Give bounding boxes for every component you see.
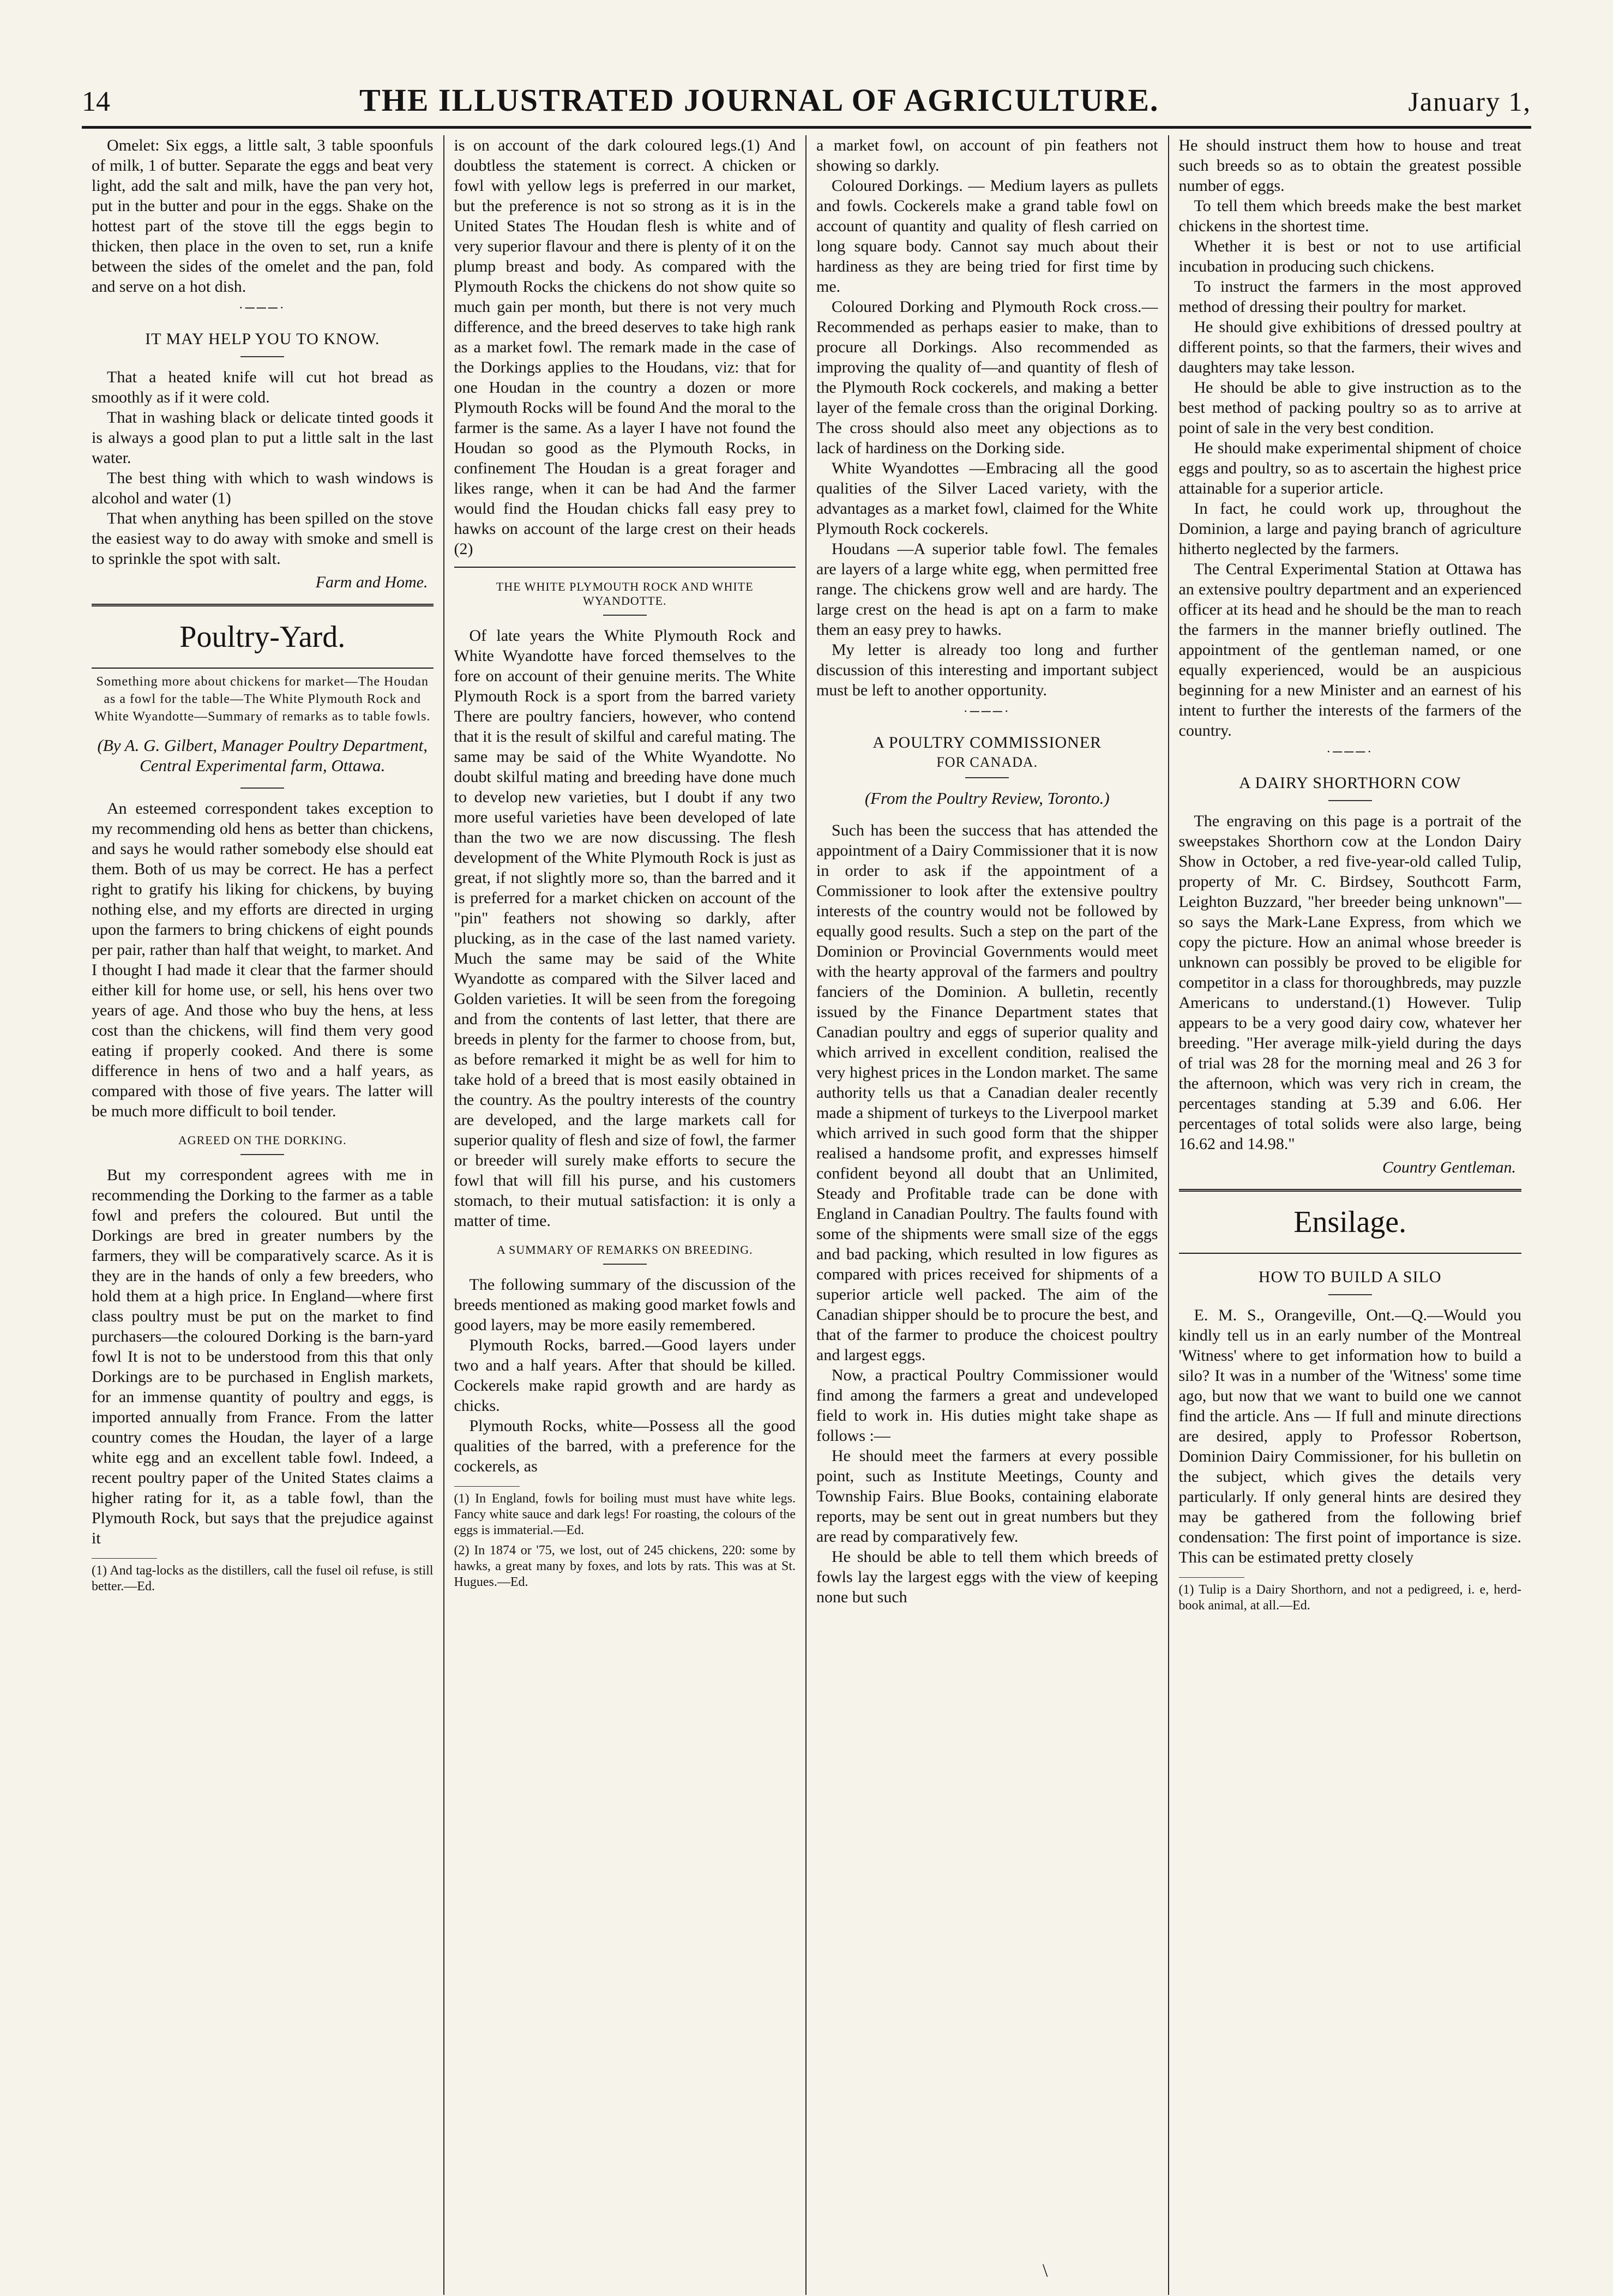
body-paragraph: He should give exhibitions of dressed poultry at different points, so that the farmers, their wives and daughters may take lesson. <box>1178 318 1521 376</box>
body-paragraph: Coloured Dorkings. — Medium layers as pullets and fowls. Cockerels make a grand table fowl on account of quantity and quality of flesh carried on long square body. Cannot say much about their hardiness as they are being tried for first time by me. <box>816 177 1158 296</box>
single-rule <box>92 668 434 669</box>
page-header <box>82 82 1531 129</box>
body-paragraph: He should be able to give instruction as to the best method of packing poultry so as to arrive at point of sale in the very best condition. <box>1178 378 1521 437</box>
footnote-rule <box>1179 1577 1244 1578</box>
column-2 <box>444 135 807 2295</box>
column-3 <box>806 135 1169 2295</box>
footnote: (1) In England, fowls for boiling must must have white legs. Fancy white sauce and dark legs! For roasting, the colours of the eggs is immaterial.—Ed. <box>454 1492 796 1537</box>
body-paragraph: The Central Experimental Station at Ottawa has an extensive poultry department and an experienced officer at its head and he should be the man to reach the farmers in the manner briefly outlined. The appointment of the gentleman named, or one equally experienced, would be an auspicious beginning for a new Minister and an earnest of his intent to further the interests of the farmers of the country. <box>1178 560 1521 740</box>
short-rule <box>1328 800 1372 801</box>
issue-date: January 1, <box>1408 86 1531 117</box>
body-paragraph: Houdans —A superior table fowl. The females are layers of a large white egg, when permitted free range. The chickens grow well and are hardy. The large crest on the head is apt on a farm to make them an easy prey to hawks. <box>816 540 1158 639</box>
body-paragraph: An esteemed correspondent takes exception to my recommending old hens as better than chickens, and says he would rather somebody else should eat them. Both of us may be correct. He has a perfect right to gratify his liking for chickens, by buying nothing else, and my efforts are directed in urging upon the farmers to bring chickens of eight pounds per pair, rather than half that weight, to market. And I thought I had made it clear that the farmer should either kill for home use, or sell, his hens over two years of age. And those who buy the hens, at less cost than the chickens, will find them very good eating if properly cooked. And there is some difference in hens of two and a half years, as compared with those of five years. The latter will be much more difficult to boil tender. <box>92 800 434 1120</box>
body-paragraph: The following summary of the discussion of the breeds mentioned as making good market fowls and good layers, may be more easily remembered. <box>454 1276 796 1334</box>
footnote: (1) And tag-locks as the distillers, call the fusel oil refuse, is still better.—Ed. <box>92 1564 434 1594</box>
double-rule <box>92 604 434 610</box>
page-number: 14 <box>82 86 110 117</box>
dairy-heading: A DAIRY SHORTHORN COW <box>1239 774 1461 792</box>
journal-title: THE ILLUSTRATED JOURNAL OF AGRICULTURE. <box>359 82 1159 118</box>
short-rule <box>603 1264 647 1265</box>
ornament-divider: ·───· <box>963 705 1011 719</box>
bottom-mark: \ <box>1043 2261 1048 2281</box>
footnote: (1) Tulip is a Dairy Shorthorn, and not a pedigreed, i. e, herd-book animal, at all.—Ed. <box>1178 1583 1521 1613</box>
body-paragraph: But my correspondent agrees with me in recommending the Dorking to the farmer as a table fowl and prefers the coloured. But until the Dorkings are bred in greater numbers by the farmers, they will be comparatively scarce. As it is they are in the hands of only a few breeders, who hold them at a high price. In England—where first class poultry must be put on the market to find purchasers—the coloured Dorking is the barn-yard fowl It is not to be understood from this that only Dorkings are to be purchased in English markets, for an immense quantity of poultry and eggs, is imported annually from France. From the latter country comes the Houdan, the layer of a large white egg and an excellent table fowl. Indeed, a recent poultry paper of the United States claims a higher rating for it, as a table fowl, than the Plymouth Rock, but says that the prejudice against it <box>92 1166 434 1547</box>
short-rule <box>240 356 284 357</box>
body-paragraph: He should instruct them how to house and treat such breeds so as to obtain the greatest possible number of eggs. <box>1178 136 1521 195</box>
dairy-signature: Country Gentleman. <box>1382 1158 1516 1176</box>
single-rule <box>454 567 796 568</box>
short-rule <box>603 615 647 616</box>
single-rule <box>1179 1253 1522 1254</box>
footnote: (2) In 1874 or '75, we lost, out of 245 chickens, 220: some by hawks, a great many by foxes, and lots by rats. This was at St. Hugues.—Ed. <box>454 1543 796 1589</box>
column-4 <box>1169 135 1532 2295</box>
body-paragraph: He should be able to tell them which breeds of fowls lay the largest eggs with the view of keeping none but such <box>816 1548 1158 1606</box>
poultry-subheading: Something more about chickens for market—The Houdan as a fowl for the table—The White Plymouth Rock and White Wyandotte—Summary of remarks as to table fowls. <box>94 675 431 724</box>
body-paragraph: Plymouth Rocks, white—Possess all the good qualities of the barred, with a preference for the cockerels, as <box>454 1417 796 1475</box>
summary-heading: A SUMMARY OF REMARKS ON BREEDING. <box>496 1243 753 1257</box>
column-1 <box>82 135 444 2295</box>
body-paragraph: White Wyandottes —Embracing all the good qualities of the Silver Laced variety, with the advantages as a market fowl, claimed for the White Plymouth Rock cockerels. <box>816 459 1158 538</box>
body-paragraph: Such has been the success that has attended the appointment of a Dairy Commissioner that it is now in order to ask if the appointment of a Commissioner to look after the extensive poultry interests of the country would not be followed by equally good results. Such a step on the part of the Dominion or Provincial Governments would meet with the hearty approval of the farmers and poultry fanciers of the Dominion. A bulletin, recently issued by the Finance Department states that Canadian poultry and eggs of superior quality and which arrived in excellent condition, realised the very highest prices in the London market. The same authority tells us that a Canadian dealer recently made a shipment of turkeys to the Liverpool market which arrived in such good form that the shipper realised a handsome profit, and expresses himself confident beyond all doubt that an Unlimited, Steady and Profitable trade can be done with England in Canadian Poultry. The faults found with some of the shipments were small size of the eggs and bad packing, which resulted in low figures as compared with prices received for shipments of a superior article well packed. The aim of the Canadian shipper should be to procure the best, and that of the farmer to produce the choicest poultry and largest eggs. <box>816 821 1158 1364</box>
omelet-recipe: Omelet: Six eggs, a little salt, 3 table spoonfuls of milk, 1 of butter. Separate the eggs and beat very light, add the salt and milk, have the pan very hot, put in the butter and pour in the eggs. Shake on the hottest part of the stove till the eggs begin to thicken, then place in the oven to set, run a knife between the sides of the omelet and the pan, fold and serve on a hot dish. <box>92 136 434 296</box>
footnote-rule <box>454 1486 520 1487</box>
body-paragraph: Plymouth Rocks, barred.—Good layers under two and a half years. After that should be killed. Cockerels make rapid growth and are hardy as chicks. <box>454 1336 796 1415</box>
help-heading: IT MAY HELP YOU TO KNOW. <box>145 330 380 348</box>
plymouth-wyandotte-heading: THE WHITE PLYMOUTH ROCK AND WHITE WYANDOTTE. <box>496 580 754 608</box>
body-paragraph: Coloured Dorking and Plymouth Rock cross.—Recommended as perhaps easier to make, than to procure all Dorkings. Also recommended as improving the quality of—and quantity of flesh of the Plymouth Rock cockerels, and making a better layer of the female cross than the original Dorking. The cross should also meet any objections as to lack of hardiness on the Dorking side. <box>816 298 1158 457</box>
short-rule <box>1328 1294 1372 1295</box>
body-paragraph: Now, a practical Poultry Commissioner would find among the farmers a great and undeveloped field to work in. His duties might take shape as follows :— <box>816 1366 1158 1445</box>
dorking-heading: AGREED ON THE DORKING. <box>178 1133 347 1147</box>
help-paragraph: That in washing black or delicate tinted goods it is always a good plan to put a little salt in the last water. <box>92 408 434 467</box>
footnote-rule <box>92 1558 157 1559</box>
body-paragraph: To instruct the farmers in the most approved method of dressing their poultry for market. <box>1178 278 1521 316</box>
ornament-divider: ·───· <box>1326 745 1374 759</box>
commissioner-subheading: FOR CANADA. <box>936 754 1038 770</box>
help-paragraph: That when anything has been spilled on the stove the easiest way to do away with smoke and smell is to sprinkle the spot with salt. <box>92 509 434 568</box>
ornament-divider: ·───· <box>238 301 286 315</box>
short-rule <box>240 788 284 789</box>
section-title-ensilage: Ensilage. <box>1293 1205 1407 1239</box>
body-paragraph: is on account of the dark coloured legs.(1) And doubtless the statement is correct. A chicken or fowl with yellow legs is preferred in our market, but the preference is not so strong as it is in the United States The Houdan flesh is white and of very superior flavour and there is plenty of it on the plump breast and body. As compared with the Plymouth Rocks the chickens do not show quite so much gain per month, but there is not very much difference, and the breed deserves to take high rank as a market fowl. The remark made in the case of the Dorkings applies to the Houdans, viz: that for one Houdan in the country a dozen or more Plymouth Rocks will be found And the moral to the farmer is the same. As a layer I have not found the Houdan so good as the Plymouth Rocks, in confinement The Houdan is a great forager and likes range, when it can be had And the farmer would find the Houdan chicks fall easy prey to hawks on account of the large crest on their heads (2) <box>454 136 796 558</box>
section-title-poultry: Poultry-Yard. <box>179 620 346 654</box>
body-paragraph: My letter is already too long and further discussion of this interesting and important subject must be left to another opportunity. <box>816 641 1158 699</box>
body-paragraph: Whether it is best or not to use artificial incubation in producing such chickens. <box>1178 237 1521 275</box>
short-rule <box>240 1154 284 1155</box>
body-paragraph: E. M. S., Orangeville, Ont.—Q.—Would you kindly tell us in an early number of the Montreal 'Witness' where to get information how to build a silo? It was in a number of the 'Witness' some time ago, but now that we want to build one we cannot find the article. Ans — If full and minute directions are desired, apply to Professor Robertson, Dominion Dairy Commissioner, for his bulletin on the subject, which gives the details very particularly. If only general hints are desired they may be gathered from the following brief condensation: The first point of importance is size. This can be estimated pretty closely <box>1178 1306 1521 1566</box>
body-paragraph: a market fowl, on account of pin feathers not showing so darkly. <box>816 136 1158 175</box>
help-paragraph: That a heated knife will cut hot bread as smoothly as if it were cold. <box>92 368 434 406</box>
help-paragraph: The best thing with which to wash windows is alcohol and water (1) <box>92 469 434 507</box>
double-rule <box>1179 1189 1522 1195</box>
body-paragraph: The engraving on this page is a portrait of the sweepstakes Shorthorn cow at the London Dairy Show in October, a red five-year-old called Tulip, property of Mr. C. Birdsey, Southcott Farm, Leighton Buzzard, "her breeder being unknown"—so says the Mark-Lane Express, from which we copy the picture. How an animal whose breeder is unknown can possibly be proved to be eligible for competitor in a class for thoroughbreds, may puzzle Americans to understand.(1) However. Tulip appears to be a very good dairy cow, whatever her breeding. "Her average milk-yield during the days of trial was 28 for the morning meal and 26 3 for the afternoon, which was very rich in cream, the percentages standing at 5.39 and 6.06. Her percentages of total solids were also large, being 16.62 and 14.98." <box>1178 812 1521 1153</box>
columns <box>82 135 1531 2295</box>
help-signature: Farm and Home. <box>315 573 428 591</box>
silo-heading: HOW TO BUILD A SILO <box>1258 1268 1442 1286</box>
byline: (By A. G. Gilbert, Manager Poultry Department, Central Experimental farm, Ottawa. <box>97 736 428 775</box>
body-paragraph: He should meet the farmers at every possible point, such as Institute Meetings, County and Township Fairs. Blue Books, containing elaborate reports, may be sent out in great numbers but they are read by comparatively few. <box>816 1447 1158 1546</box>
commissioner-heading: A POULTRY COMMISSIONER <box>872 734 1102 752</box>
body-paragraph: He should make experimental shipment of choice eggs and poultry, so as to ascertain the highest price attainable for a superior article. <box>1178 439 1521 497</box>
body-paragraph: Of late years the White Plymouth Rock and White Wyandotte have forced themselves to the fore on account of their genuine merits. The White Plymouth Rock is a sport from the barred variety There are poultry fanciers, however, who contend that it is the result of skilful and careful mating. The same may be said of the White Wyandotte. No doubt skilful mating and breeding have done much to develop new varieties, but I doubt if any two more useful varieties have been developed of late than the two we are now discussing. The flesh development of the White Plymouth Rock is just as great, if not slightly more so, than the barred and it is preferred for a market chicken on account of the "pin" feathers not showing so darkly, after plucking, as in the case of the last named variety. Much the same may be said of the White Wyandotte as compared with the Silver laced and Golden varieties. It will be seen from the foregoing and from the contents of last letter, that there are breeds in plenty for the farmer to choose from, but, as before remarked it might be as well for him to take hold of a breed that is most easily obtained in the country. As the poultry interests of the country are developed, and the large markets call for superior quality of flesh and size of fowl, the farmer or breeder will surely make efforts to secure the fowl that will fill his purse, and his customers stomach, to their mutual satisfaction: it is only a matter of time. <box>454 627 796 1230</box>
body-paragraph: To tell them which breeds make the best market chickens in the shortest time. <box>1178 197 1521 235</box>
body-paragraph: In fact, he could work up, throughout the Dominion, a large and paying branch of agriculture hitherto neglected by the farmers. <box>1178 500 1521 558</box>
short-rule <box>965 777 1009 778</box>
source-line: (From the Poultry Review, Toronto.) <box>864 789 1110 808</box>
